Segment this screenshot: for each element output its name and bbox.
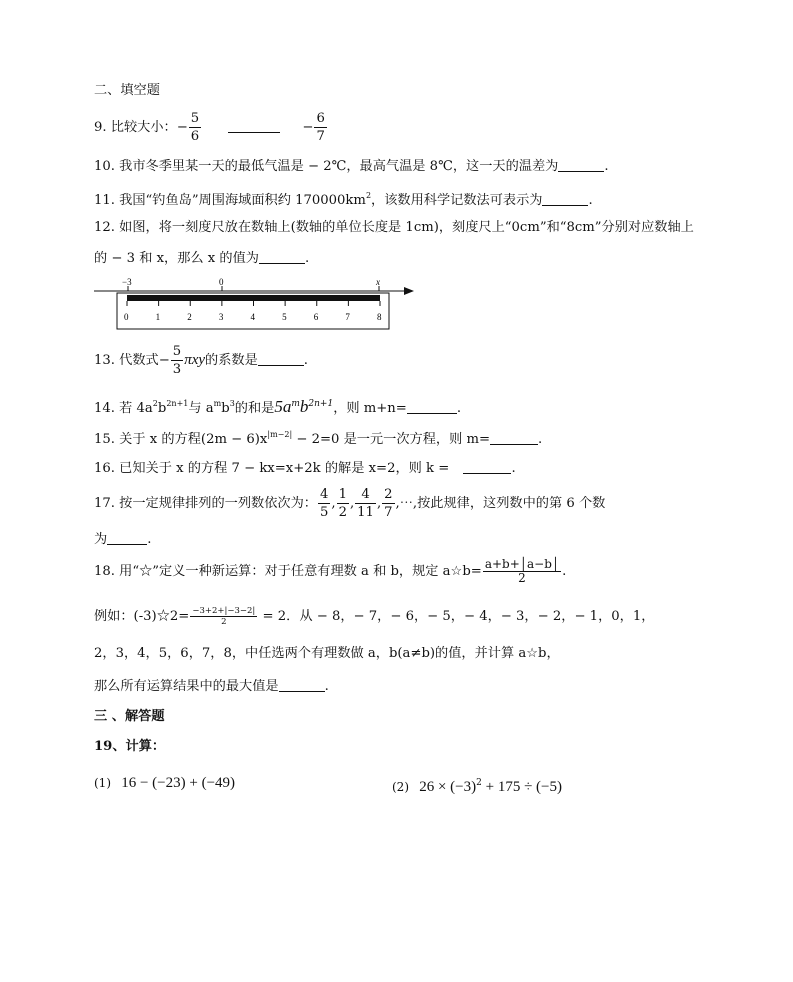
axis-arrow-icon: [404, 287, 414, 295]
ruler-label: 4: [250, 312, 255, 322]
question-13: 13. 代数式− $\frac{5}{3}$ πxy的系数是 .: [94, 344, 308, 377]
q9-minus-a: −: [176, 120, 188, 135]
ruler-label: 6: [313, 312, 319, 322]
q10-answer-blank[interactable]: [558, 157, 604, 172]
q9-answer-blank[interactable]: [228, 118, 280, 133]
question-15: 15. 关于 x 的方程$(2m - 6)x^{|m-2|} - 2=0$ 是一元一次方程，则 m= .: [94, 430, 543, 447]
q17-fraction-3: $\frac{4}{11}$: [357, 487, 374, 520]
q12-answer-blank[interactable]: [259, 249, 305, 264]
axis-label-x: x: [376, 277, 380, 287]
section-2-title: 二、填空题: [94, 83, 160, 98]
question-11: 11. 我国“钓鱼岛”周围海域面积约 $170000km^2$，该数用科学记数法可表示为 .: [94, 191, 593, 208]
ruler-label: 7: [345, 312, 350, 322]
axis-label-minus-3: −3: [122, 277, 132, 287]
ruler-label: 3: [218, 312, 224, 322]
question-18-line-3: 2，3，4，5，6，7，8，中任选两个有理数做 a，b(a≠b)的值，并计算 a☆b，: [94, 646, 560, 661]
question-19-part-2: (2) $26 \times (-3)^2 + 175 \div (-5)$: [392, 778, 563, 795]
question-19-part-1: (1) 16 − (−23) + (−49): [94, 775, 236, 791]
ruler-label: 1: [155, 312, 161, 322]
q9-minus-b: −: [302, 120, 314, 135]
section-3-title: 三 、解答题: [94, 709, 165, 724]
question-17: 17. 按一定规律排列的一列数依次为： $\frac{4}{5}$ , $\frac{1}{2}$ , $\frac{4}{11}$ , $\frac{2}{7}$ ,⋯,按此规律，这列数中的第 6 个数: [94, 487, 606, 520]
q17-fraction-2: $\frac{1}{2}$: [338, 487, 347, 520]
question-9: [94, 106, 328, 150]
ruler-label: 2: [187, 312, 192, 322]
q9-label: 9. 比较大小：: [94, 120, 177, 135]
q9-fraction-b: $\frac{6}{7}$: [316, 111, 325, 144]
q13-answer-blank[interactable]: [258, 351, 304, 366]
q16-answer-blank[interactable]: [463, 459, 511, 474]
ruler-label: 0: [124, 312, 129, 322]
axis-label-0: 0: [219, 277, 224, 287]
q14-answer-blank[interactable]: [407, 399, 457, 414]
q17-fraction-4: $\frac{2}{7}$: [384, 487, 393, 520]
q9-fraction-a: $\frac{5}{6}$: [190, 111, 200, 144]
q17-fraction-1: $\frac{4}{5}$: [319, 487, 329, 520]
question-12-line-2: 的 − 3 和 x，那么 x 的值为 .: [94, 251, 310, 266]
number-line-ruler-figure: [92, 276, 422, 336]
q17-answer-blank[interactable]: [107, 530, 147, 545]
q18-answer-blank[interactable]: [279, 677, 325, 692]
q18-definition-fraction: $\frac{a+b+│a-b│}{2}$: [484, 557, 560, 585]
question-17-line-2: 为 .: [94, 532, 152, 547]
question-14: 14. 若 $4a^2b^{2n+1}$与 $a^mb^3$的和是$5a^mb^{2n+1}$，则 m+n= .: [94, 397, 462, 416]
q13-fraction: $\frac{5}{3}$: [172, 344, 182, 377]
ruler-label: 5: [282, 312, 287, 322]
question-19-title: 19、计算：: [94, 739, 166, 754]
question-16: 16. 已知关于 x 的方程 7 − kx=x+2k 的解是 x=2，则 k = .: [94, 461, 516, 476]
question-18-line-1: 18. 用“☆”定义一种新运算：对于任意有理数 a 和 b，规定 a☆b= $\frac{a+b+│a-b│}{2}$ .: [94, 557, 567, 585]
question-10: 10. 我市冬季里某一天的最低气温是 − 2℃，最高气温是 8℃，这一天的温差为 .: [94, 159, 609, 174]
question-18-line-4: 那么所有运算结果中的最大值是 .: [94, 679, 329, 694]
ruler-scale-bar: [127, 295, 380, 301]
question-12-line-1: 12. 如图，将一刻度尺放在数轴上(数轴的单位长度是 1cm)，刻度尺上“0cm”和“8cm”分别对应数轴上: [94, 220, 694, 235]
q11-answer-blank[interactable]: [542, 191, 588, 206]
ruler-label: 8: [377, 312, 382, 322]
q15-answer-blank[interactable]: [490, 430, 538, 445]
ruler-ticks: [124, 301, 382, 322]
question-18-line-2: 例如：(-3)☆2= $\frac{-3+2+|-3-2|}{2}$ = 2．从 − 8，− 7，− 6，− 5，− 4，− 3，− 2，− 1，0，1，: [94, 606, 655, 627]
q18-example-fraction: $\frac{-3+2+|-3-2|}{2}$: [192, 606, 256, 627]
